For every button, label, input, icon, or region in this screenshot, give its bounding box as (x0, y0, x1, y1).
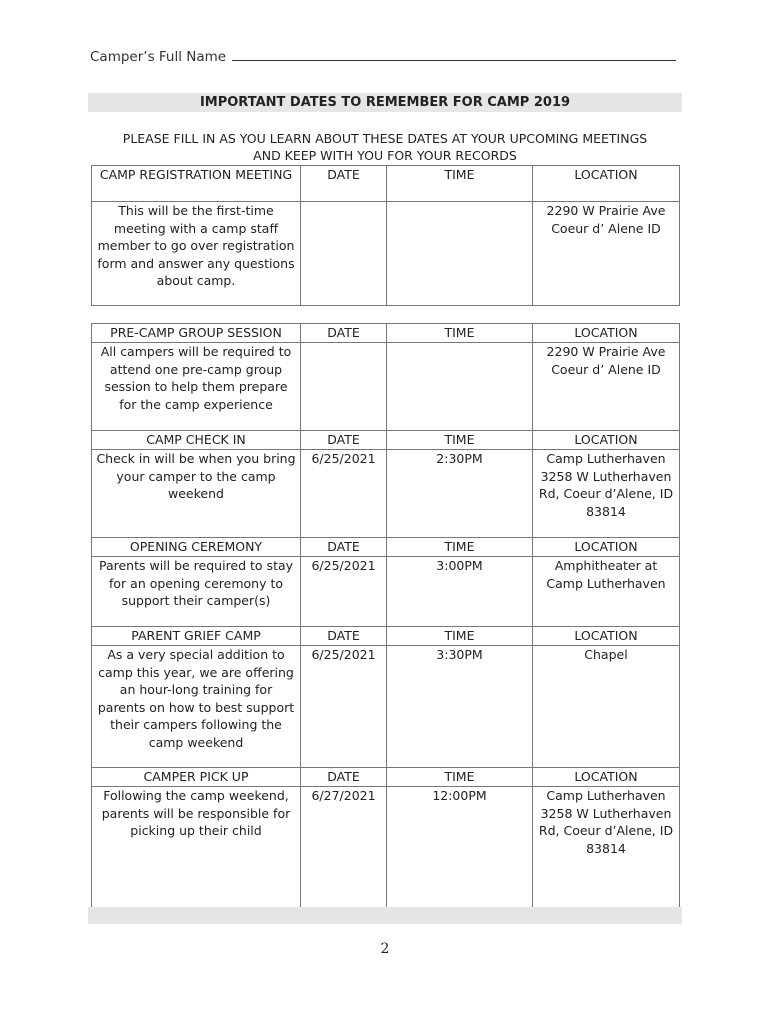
time-header: TIME (387, 166, 533, 202)
date-header: DATE (301, 627, 387, 646)
camper-name-line (90, 48, 680, 65)
location-header: LOCATION (533, 324, 680, 343)
date-value: 6/25/2021 (301, 450, 387, 538)
event-description: As a very special addition to camp this year, we are offering an hour-long training for parents on how to best support their campers following the camp weekend (92, 646, 301, 768)
location-value: 2290 W Prairie Ave Coeur d’ Alene ID (533, 202, 680, 306)
table-header-row (92, 431, 680, 450)
instructions-line-2: AND KEEP WITH YOU FOR YOUR RECORDS (253, 148, 517, 163)
page-number: 2 (380, 941, 390, 957)
time-value: 2:30PM (387, 450, 533, 538)
camper-name-blank[interactable] (232, 48, 676, 61)
time-value[interactable] (387, 343, 533, 431)
date-header: DATE (301, 324, 387, 343)
time-header: TIME (387, 431, 533, 450)
table-row (92, 450, 680, 538)
location-header: LOCATION (533, 627, 680, 646)
time-value[interactable] (387, 202, 533, 306)
event-name: OPENING CEREMONY (92, 538, 301, 557)
table-header-row (92, 324, 680, 343)
event-name: PARENT GRIEF CAMP (92, 627, 301, 646)
location-value: Chapel (533, 646, 680, 768)
event-name: CAMP CHECK IN (92, 431, 301, 450)
event-name: CAMP REGISTRATION MEETING (92, 166, 301, 202)
page-title: IMPORTANT DATES TO REMEMBER FOR CAMP 2019 (88, 93, 682, 112)
event-description: Following the camp weekend, parents will be responsible for picking up their child (92, 787, 301, 909)
event-description: All campers will be required to attend one pre-camp group session to help them prepare for the camp experience (92, 343, 301, 431)
time-header: TIME (387, 538, 533, 557)
table-row (92, 343, 680, 431)
table-header-row (92, 627, 680, 646)
table-header-row (92, 166, 680, 202)
camper-name-label: Camper’s Full Name (90, 49, 227, 65)
date-value[interactable] (301, 202, 387, 306)
time-value: 3:30PM (387, 646, 533, 768)
event-name: PRE-CAMP GROUP SESSION (92, 324, 301, 343)
event-description: Parents will be required to stay for an opening ceremony to support their camper(s) (92, 557, 301, 627)
location-header: LOCATION (533, 538, 680, 557)
date-value: 6/25/2021 (301, 646, 387, 768)
event-description: Check in will be when you bring your camper to the camp weekend (92, 450, 301, 538)
date-header: DATE (301, 166, 387, 202)
schedule-table (91, 323, 680, 909)
registration-table (91, 165, 680, 306)
instructions-line-1: PLEASE FILL IN AS YOU LEARN ABOUT THESE DATES AT YOUR UPCOMING MEETINGS (122, 131, 648, 146)
location-value: Camp Lutherhaven 3258 W Lutherhaven Rd, Coeur d’Alene, ID 83814 (533, 787, 680, 909)
table-row (92, 646, 680, 768)
event-name: CAMPER PICK UP (92, 768, 301, 787)
date-value: 6/27/2021 (301, 787, 387, 909)
location-value: Amphitheater at Camp Lutherhaven (533, 557, 680, 627)
table-row (92, 787, 680, 909)
table-row (92, 557, 680, 627)
time-value: 3:00PM (387, 557, 533, 627)
event-description: This will be the first-time meeting with a camp staff member to go over registration form and answer any questions about camp. (92, 202, 301, 306)
location-header: LOCATION (533, 768, 680, 787)
time-header: TIME (387, 324, 533, 343)
date-header: DATE (301, 768, 387, 787)
location-value: Camp Lutherhaven 3258 W Lutherhaven Rd, Coeur d’Alene, ID 83814 (533, 450, 680, 538)
date-header: DATE (301, 538, 387, 557)
time-header: TIME (387, 627, 533, 646)
time-header: TIME (387, 768, 533, 787)
table-row (92, 202, 680, 306)
table-header-row (92, 538, 680, 557)
date-header: DATE (301, 431, 387, 450)
instructions (88, 130, 682, 164)
location-value: 2290 W Prairie Ave Coeur d’ Alene ID (533, 343, 680, 431)
time-value: 12:00PM (387, 787, 533, 909)
table-header-row (92, 768, 680, 787)
location-header: LOCATION (533, 431, 680, 450)
date-value[interactable] (301, 343, 387, 431)
date-value: 6/25/2021 (301, 557, 387, 627)
footer-bar (88, 907, 682, 924)
location-header: LOCATION (533, 166, 680, 202)
